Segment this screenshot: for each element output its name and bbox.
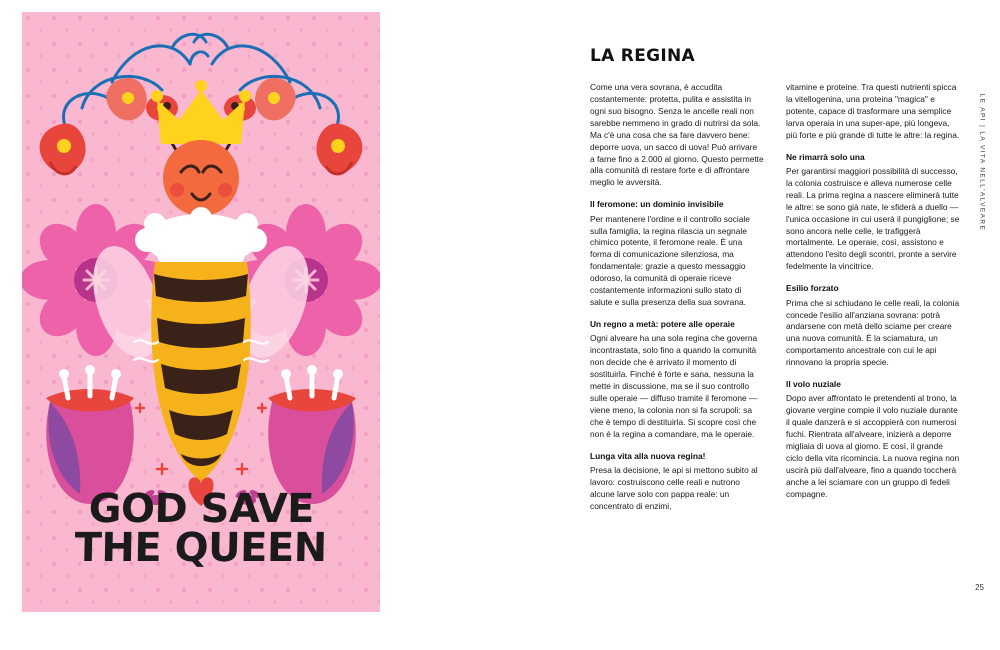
section-heading: Esilio forzato xyxy=(786,283,839,294)
paragraph: Dopo aver affrontato le pretendenti al trono, la giovane vergine compie il volo nuziale durante il quale danzerà e si accoppierà con numerosi fuchi. Rientrata all'alveare, inizierà a deporre migliaia di uova al giorno. E così, il grande ciclo della vita ricomincia. La nuova regina non uscirà più dall'alveare, fino a quando toccherà anche a lei sciamare con un gruppo di fedeli compagne. xyxy=(786,393,960,499)
headline-line-1: GOD SAVE xyxy=(88,486,315,533)
paragraph: vitamine e proteine. Tra questi nutrienti spicca la vitellogenina, una proteina "magica" e potente, capace di trasformare una semplice larva operaia in una super-ape, più longeva, più forte e più grande di tutte le altre: la regina. xyxy=(786,82,960,140)
section-heading: Il volo nuziale xyxy=(786,379,841,390)
section-heading: Il feromone: un dominio invisibile xyxy=(590,199,724,210)
page-number: 25 xyxy=(975,583,984,592)
article-column-2 xyxy=(786,82,960,523)
illustration-headline xyxy=(22,486,380,572)
article-column-1 xyxy=(590,82,764,523)
paragraph: Prima che si schiudano le celle reali, la colonia concede l'esilio all'anziana sovrana: potrà andarsene con metà dello sciame per creare una nuova comunità. È la sciamatura, un comportamento ancestrale con cui le api rinnovano la propria specie. xyxy=(786,297,960,368)
article-columns xyxy=(590,82,960,523)
paragraph: Come una vera sovrana, è accudita costantemente: protetta, pulita e assistita in ogni suo bisogno. Senza le ancelle reali non sarebbe nemmeno in grado di nutrirsi da sola. Ma c'è una cosa che sa fare davvero bene: deporre uova, un sacco di uova! Può arrivare a farne fino a 2.000 al giorno. Questo permette alla comunità di restare forte e di affrontare meglio le avversità. xyxy=(590,82,764,188)
page-title: LA REGINA xyxy=(590,46,695,66)
paragraph: Per garantirsi maggiori possibilità di successo, la colonia costruisce e alleva numerose celle reali. La prima regina a nascere eliminerà tutte le altre: se sono già nate, le sfiderà a duello — l'unica occasione in cui userà il pungiglione; se sono ancora nelle celle, le trafiggerà mortalmente. Le operaie, così, assistono e attendono l'esito degli scontri, pronte a servire fedelmente la vincitrice. xyxy=(786,165,960,272)
running-head: LE API | LA VITA NELL'ALVEARE xyxy=(979,93,986,232)
paragraph: Presa la decisione, le api si mettono subito al lavoro: costruiscono celle reali e nutrono alcune larve solo con pappa reale: un concentrato di enzimi, xyxy=(590,465,758,511)
illustration-page xyxy=(22,12,380,612)
article-page xyxy=(590,46,960,606)
section-heading: Lunga vita alla nuova regina! xyxy=(590,450,706,461)
paragraph: Ogni alveare ha una sola regina che governa incontrastata, solo fino a quando la comunità non decide che è arrivato il momento di sostituirla. Finché è forte e sana, nessuna la mette in discussione, ma se il suo controllo sulle operaie — diffuso tramite il feromone — viene meno, la colonia non si fa scrupoli: sa che è tempo di destituirla. Si scopre così che non è la regina a comandare, ma le operaie. xyxy=(590,333,758,439)
headline-line-2: THE QUEEN xyxy=(74,525,328,572)
section-heading: Ne rimarrà solo una xyxy=(786,151,865,162)
paragraph: Per mantenere l'ordine e il controllo sociale sulla famiglia, la regina rilascia un segnale chimico potente, il feromone reale. È una forma di comunicazione silenziosa, ma fondamentale: grazie a questo messaggio odoroso, la comunità di operaie riceve costantemente informazioni sullo stato di salute e sulla presenza della sua sovrana. xyxy=(590,213,750,308)
section-heading: Un regno a metà: potere alle operaie xyxy=(590,319,735,330)
